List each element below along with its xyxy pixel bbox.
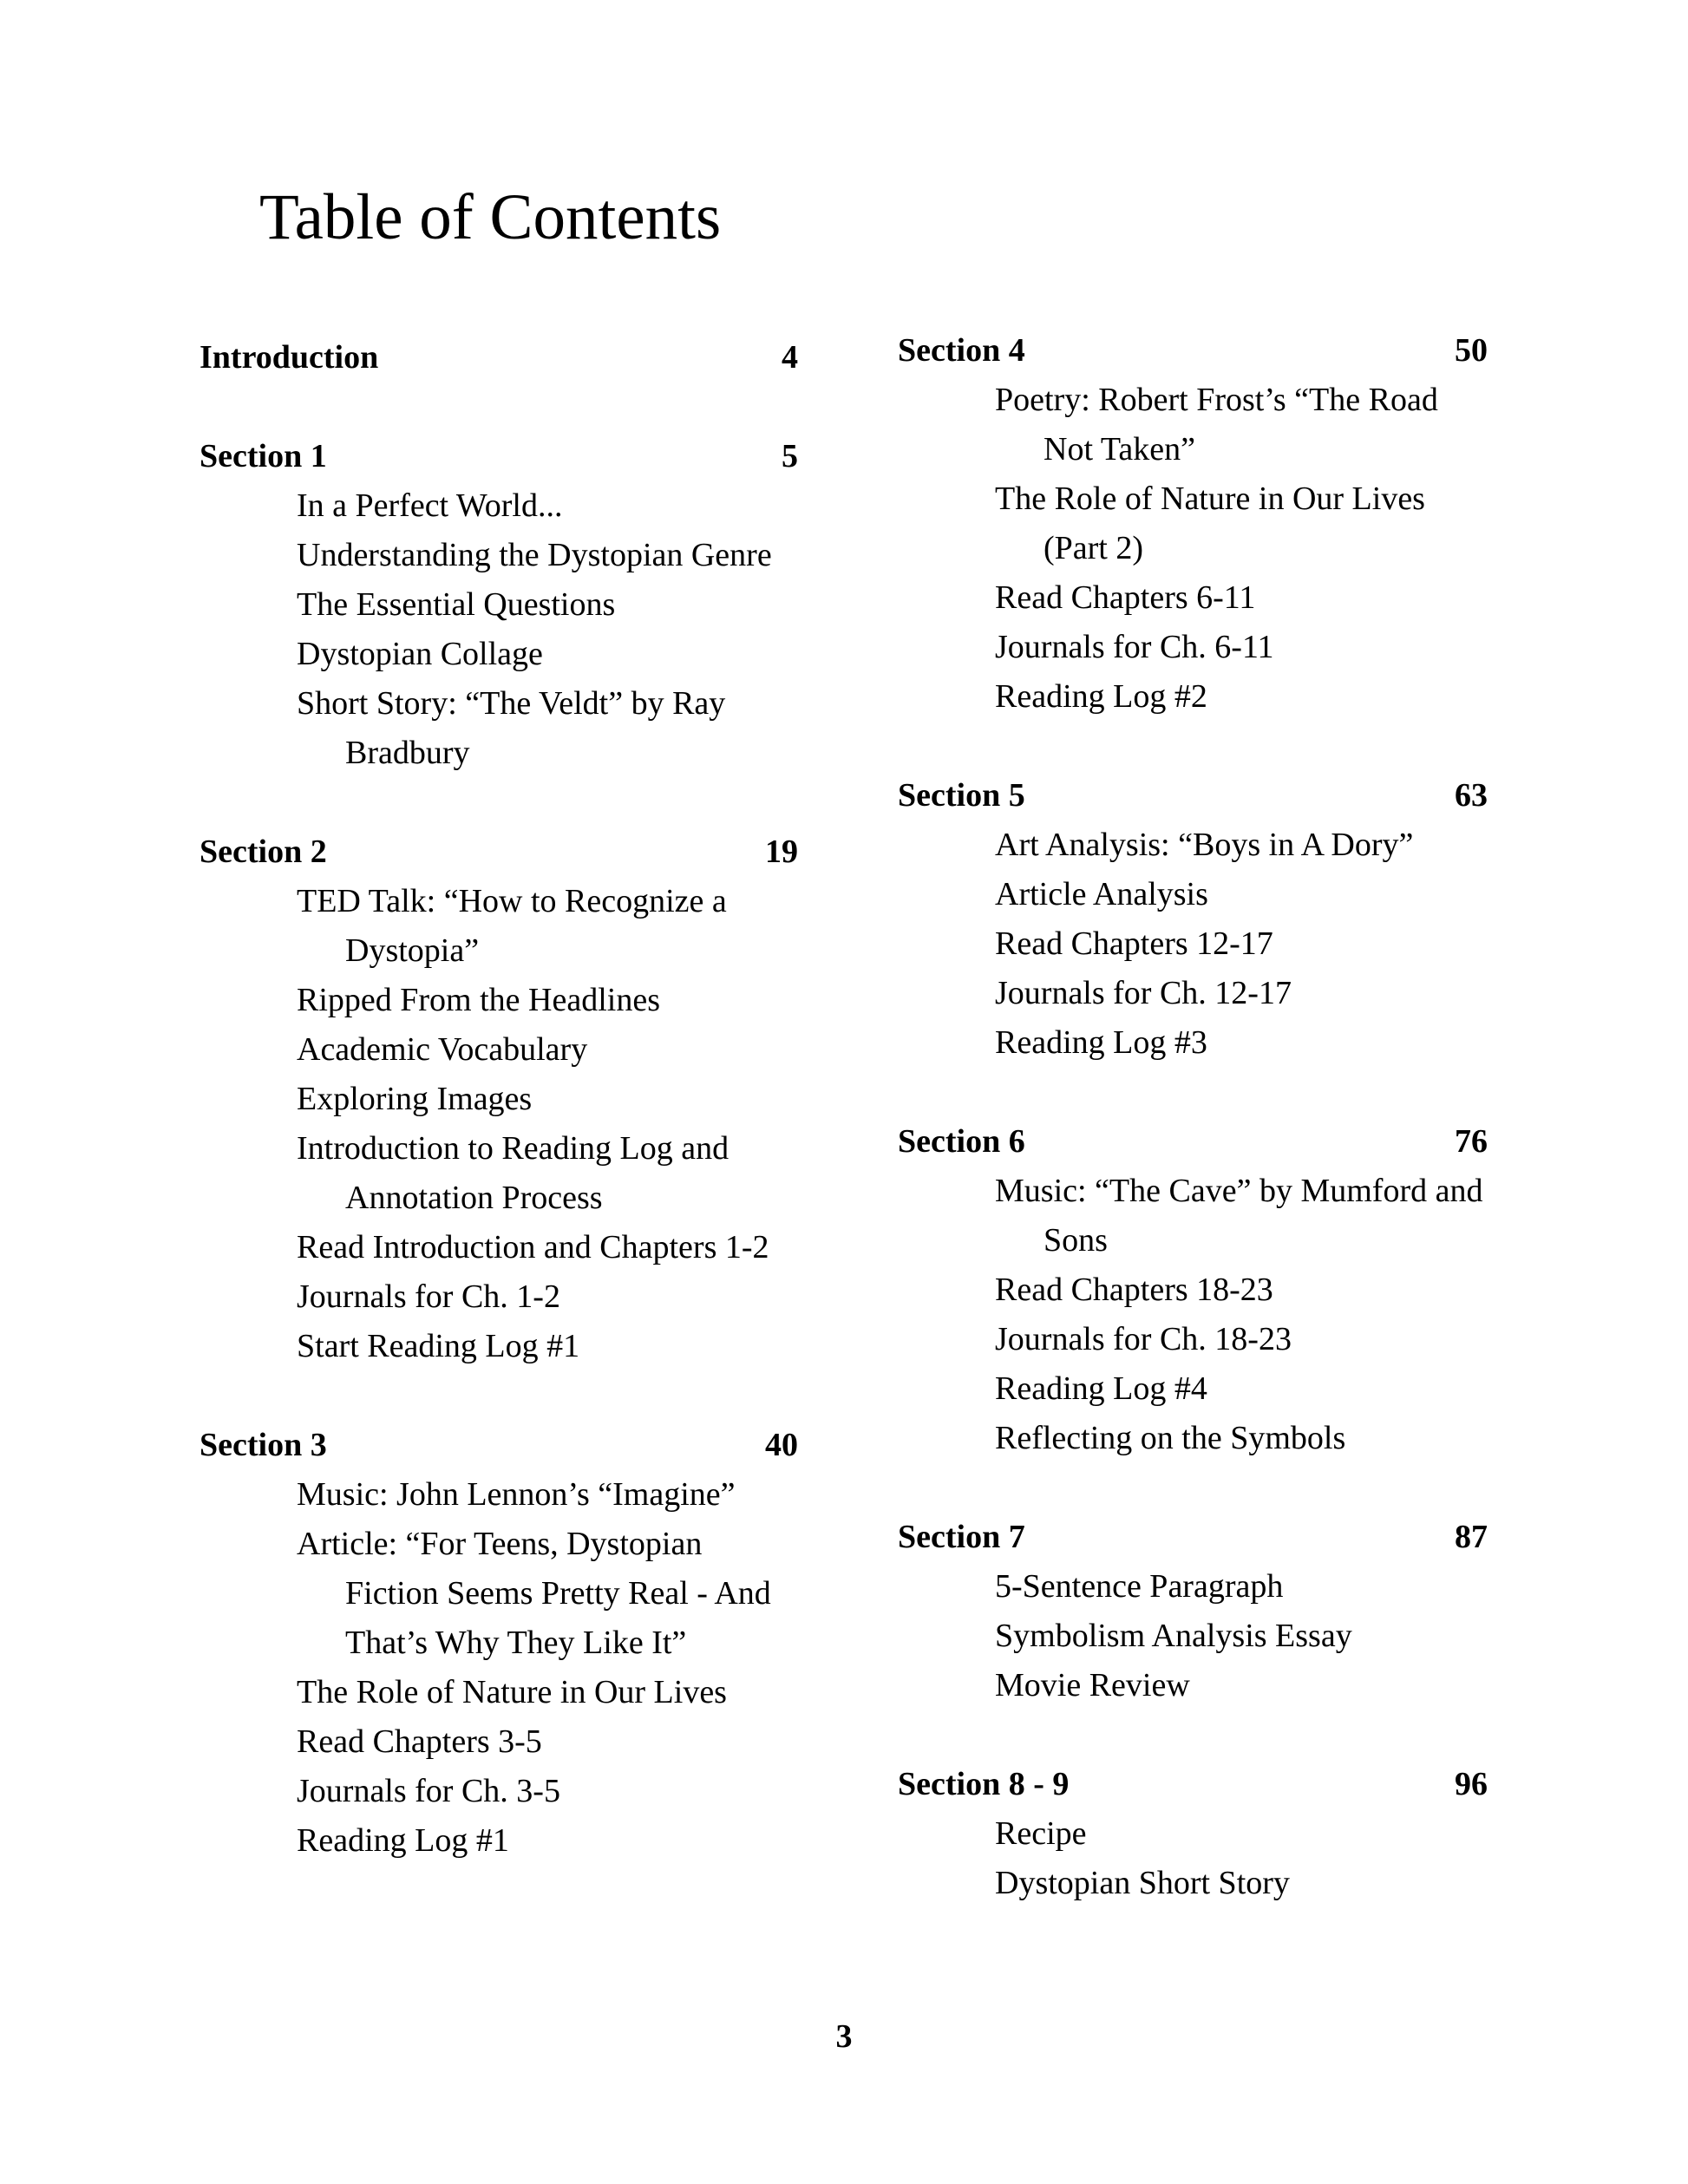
section-heading: Section 6 (898, 1123, 1025, 1160)
section-heading-row (200, 333, 798, 383)
section-heading-row (898, 1117, 1488, 1167)
toc-item: Dystopian Short Story (995, 1865, 1290, 1901)
section-6 (898, 1117, 1488, 1463)
section-1 (200, 432, 798, 778)
toc-item: The Role of Nature in Our Lives (297, 1674, 727, 1710)
page-title: Table of Contents (259, 181, 722, 253)
toc-item: Academic Vocabulary (297, 1031, 588, 1068)
toc-item: Article: “For Teens, Dystopian Fiction Seems Pretty Real - And That’s Why They Like It” (297, 1526, 771, 1661)
section-8-9 (898, 1760, 1488, 1908)
toc-item: The Essential Questions (297, 586, 616, 623)
section-heading-row (200, 827, 798, 877)
toc-item: Read Chapters 6-11 (995, 579, 1256, 616)
toc-item: Journals for Ch. 3-5 (297, 1773, 560, 1809)
section-page-number: 76 (1455, 1123, 1488, 1160)
section-heading-row (898, 1513, 1488, 1562)
toc-item: Movie Review (995, 1667, 1190, 1703)
section-5 (898, 771, 1488, 1068)
toc-item: Introduction to Reading Log and Annotation Process (297, 1130, 730, 1216)
toc-item: Exploring Images (297, 1081, 533, 1117)
toc-item: Reading Log #3 (995, 1024, 1207, 1061)
toc-item: Dystopian Collage (297, 636, 543, 672)
section-heading: Section 2 (200, 834, 327, 870)
toc-item: 5-Sentence Paragraph (995, 1568, 1284, 1605)
section-heading: Section 7 (898, 1519, 1025, 1555)
section-introduction (200, 333, 798, 383)
toc-item: Read Introduction and Chapters 1-2 (297, 1229, 769, 1265)
toc-item: Reading Log #4 (995, 1370, 1207, 1407)
section-page-number: 50 (1455, 332, 1488, 369)
toc-item: TED Talk: “How to Recognize a Dystopia” (297, 883, 727, 969)
section-page-number: 40 (765, 1427, 798, 1463)
toc-item: Reading Log #1 (297, 1822, 509, 1859)
toc-item: Article Analysis (995, 876, 1208, 912)
toc-item: Read Chapters 18-23 (995, 1272, 1273, 1308)
section-heading-row (200, 432, 798, 481)
toc-item: Read Chapters 12-17 (995, 925, 1273, 962)
toc-item: Music: John Lennon’s “Imagine” (297, 1476, 736, 1513)
section-page-number: 5 (782, 438, 798, 474)
toc-item: Reflecting on the Symbols (995, 1420, 1346, 1456)
section-3 (200, 1421, 798, 1866)
section-2 (200, 827, 798, 1371)
section-heading-row (898, 771, 1488, 821)
toc-item: Music: “The Cave” by Mumford and Sons (995, 1173, 1483, 1259)
section-heading: Section 8 - 9 (898, 1766, 1070, 1802)
section-4 (898, 326, 1488, 722)
toc-item: Art Analysis: “Boys in A Dory” (995, 827, 1414, 863)
toc-item: Journals for Ch. 18-23 (995, 1321, 1292, 1357)
section-page-number: 96 (1455, 1766, 1488, 1802)
section-heading-row (898, 326, 1488, 376)
toc-item: Recipe (995, 1815, 1087, 1852)
toc-item: Reading Log #2 (995, 678, 1207, 715)
toc-column-right (898, 326, 1488, 1958)
toc-item: The Role of Nature in Our Lives (Part 2) (995, 481, 1425, 566)
section-page-number: 87 (1455, 1519, 1488, 1555)
section-heading: Section 4 (898, 332, 1025, 369)
toc-item: Symbolism Analysis Essay (995, 1618, 1352, 1654)
toc-item: Journals for Ch. 12-17 (995, 975, 1292, 1011)
section-page-number: 63 (1455, 777, 1488, 814)
section-page-number: 4 (782, 339, 798, 376)
section-7 (898, 1513, 1488, 1710)
toc-item: Start Reading Log #1 (297, 1328, 580, 1364)
toc-column-left (200, 333, 798, 1915)
section-heading: Section 3 (200, 1427, 327, 1463)
section-heading: Introduction (200, 339, 379, 376)
toc-item: Read Chapters 3-5 (297, 1723, 542, 1760)
page-number: 3 (835, 2018, 853, 2055)
toc-item: Poetry: Robert Frost’s “The Road Not Taken” (995, 382, 1438, 468)
section-heading: Section 1 (200, 438, 327, 474)
section-heading: Section 5 (898, 777, 1025, 814)
toc-item: Journals for Ch. 1-2 (297, 1278, 560, 1315)
section-page-number: 19 (765, 834, 798, 870)
toc-item: Ripped From the Headlines (297, 982, 660, 1018)
toc-item: Understanding the Dystopian Genre (297, 537, 772, 573)
toc-item: Journals for Ch. 6-11 (995, 629, 1274, 665)
toc-item: In a Perfect World... (297, 487, 563, 524)
toc-item: Short Story: “The Veldt” by Ray Bradbury (297, 685, 726, 771)
section-heading-row (200, 1421, 798, 1470)
section-heading-row (898, 1760, 1488, 1809)
